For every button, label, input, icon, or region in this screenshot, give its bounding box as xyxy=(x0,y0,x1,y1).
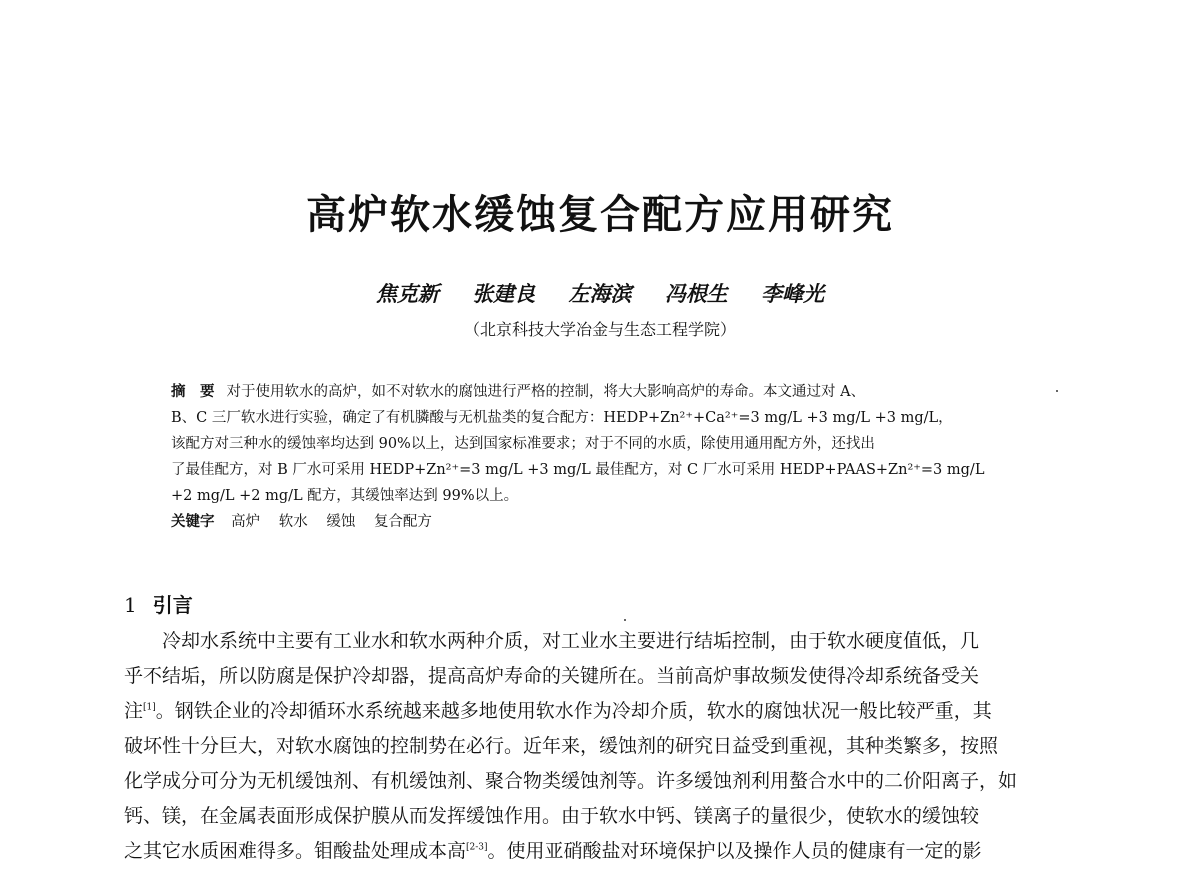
keywords xyxy=(171,509,1061,535)
section-number: 1 xyxy=(124,593,137,617)
abstract-line: 该配方对三种水的缓蚀率均达到 90%以上，达到国家标准要求；对于不同的水质，除使用通用配方外，还找出 xyxy=(171,436,875,452)
keyword: 复合配方 xyxy=(373,514,432,530)
body-text xyxy=(124,624,1104,869)
author-list xyxy=(0,278,1200,308)
section-heading xyxy=(124,589,193,618)
scan-speck xyxy=(1056,390,1058,392)
author-name: 冯根生 xyxy=(664,281,728,306)
keyword: 缓蚀 xyxy=(326,514,356,530)
body-line: 化学成分可分为无机缓蚀剂、有机缓蚀剂、聚合物类缓蚀剂等。许多缓蚀剂利用螯合水中的二价阳离子，如 xyxy=(124,770,1018,792)
citation: [1] xyxy=(143,702,156,713)
abstract-line xyxy=(171,379,1061,405)
author-name: 左海滨 xyxy=(568,281,632,306)
paper-title: 高炉软水缓蚀复合配方应用研究 xyxy=(306,191,894,238)
body-line xyxy=(124,834,1104,869)
abstract-label: 摘 要 xyxy=(171,383,215,400)
body-text-run: 。钢铁企业的冷却循环水系统越来越多地使用软水作为冷却介质，软水的腐蚀状况一般比较严重，其 xyxy=(155,700,992,722)
abstract-line: 了最佳配方，对 B 厂水可采用 HEDP+Zn²⁺=3 mg/L +3 mg/L 最佳配方，对 C 厂水可采用 HEDP+PAAS+Zn²⁺=3 mg/L xyxy=(171,462,985,478)
section-title: 引言 xyxy=(152,593,193,617)
affiliation: （北京科技大学冶金与生态工程学院） xyxy=(463,320,736,339)
abstract-line: B、C 三厂软水进行实验，确定了有机膦酸与无机盐类的复合配方：HEDP+Zn²⁺+Ca²⁺=3 mg/L +3 mg/L +3 mg/L， xyxy=(171,410,953,426)
citation: [2-3] xyxy=(466,842,488,853)
body-text-run: 注 xyxy=(124,700,144,722)
body-text-run: 之其它水质困难得多。钼酸盐处理成本高 xyxy=(124,840,467,862)
body-line xyxy=(124,694,1104,729)
author-name: 张建良 xyxy=(472,281,536,306)
abstract-text: 对于使用软水的高炉，如不对软水的腐蚀进行严格的控制，将大大影响高炉的寿命。本文通过对 A、 xyxy=(226,384,866,400)
keywords-label: 关键字 xyxy=(171,513,215,530)
body-line: 冷却水系统中主要有工业水和软水两种介质，对工业水主要进行结垢控制，由于软水硬度值低，几 xyxy=(162,630,980,652)
author-name: 李峰光 xyxy=(761,281,825,306)
body-line: 乎不结垢，所以防腐是保护冷却器，提高高炉寿命的关键所在。当前高炉事故频发使得冷却系统备受关 xyxy=(124,665,980,687)
author-name: 焦克新 xyxy=(375,281,439,306)
keyword: 高炉 xyxy=(231,514,261,530)
body-line: 破坏性十分巨大，对软水腐蚀的控制势在必行。近年来，缓蚀剂的研究日益受到重视，其种类繁多，按照 xyxy=(124,735,999,757)
keyword: 软水 xyxy=(278,514,308,530)
body-text-run: 。使用亚硝酸盐对环境保护以及操作人员的健康有一定的影 xyxy=(487,840,982,862)
abstract-line: +2 mg/L +2 mg/L 配方，其缓蚀率达到 99%以上。 xyxy=(171,488,519,504)
scan-speck xyxy=(624,619,626,621)
body-line: 钙、镁，在金属表面形成保护膜从而发挥缓蚀作用。由于软水中钙、镁离子的量很少，使软水的缓蚀较 xyxy=(124,805,980,827)
abstract xyxy=(171,379,1061,535)
